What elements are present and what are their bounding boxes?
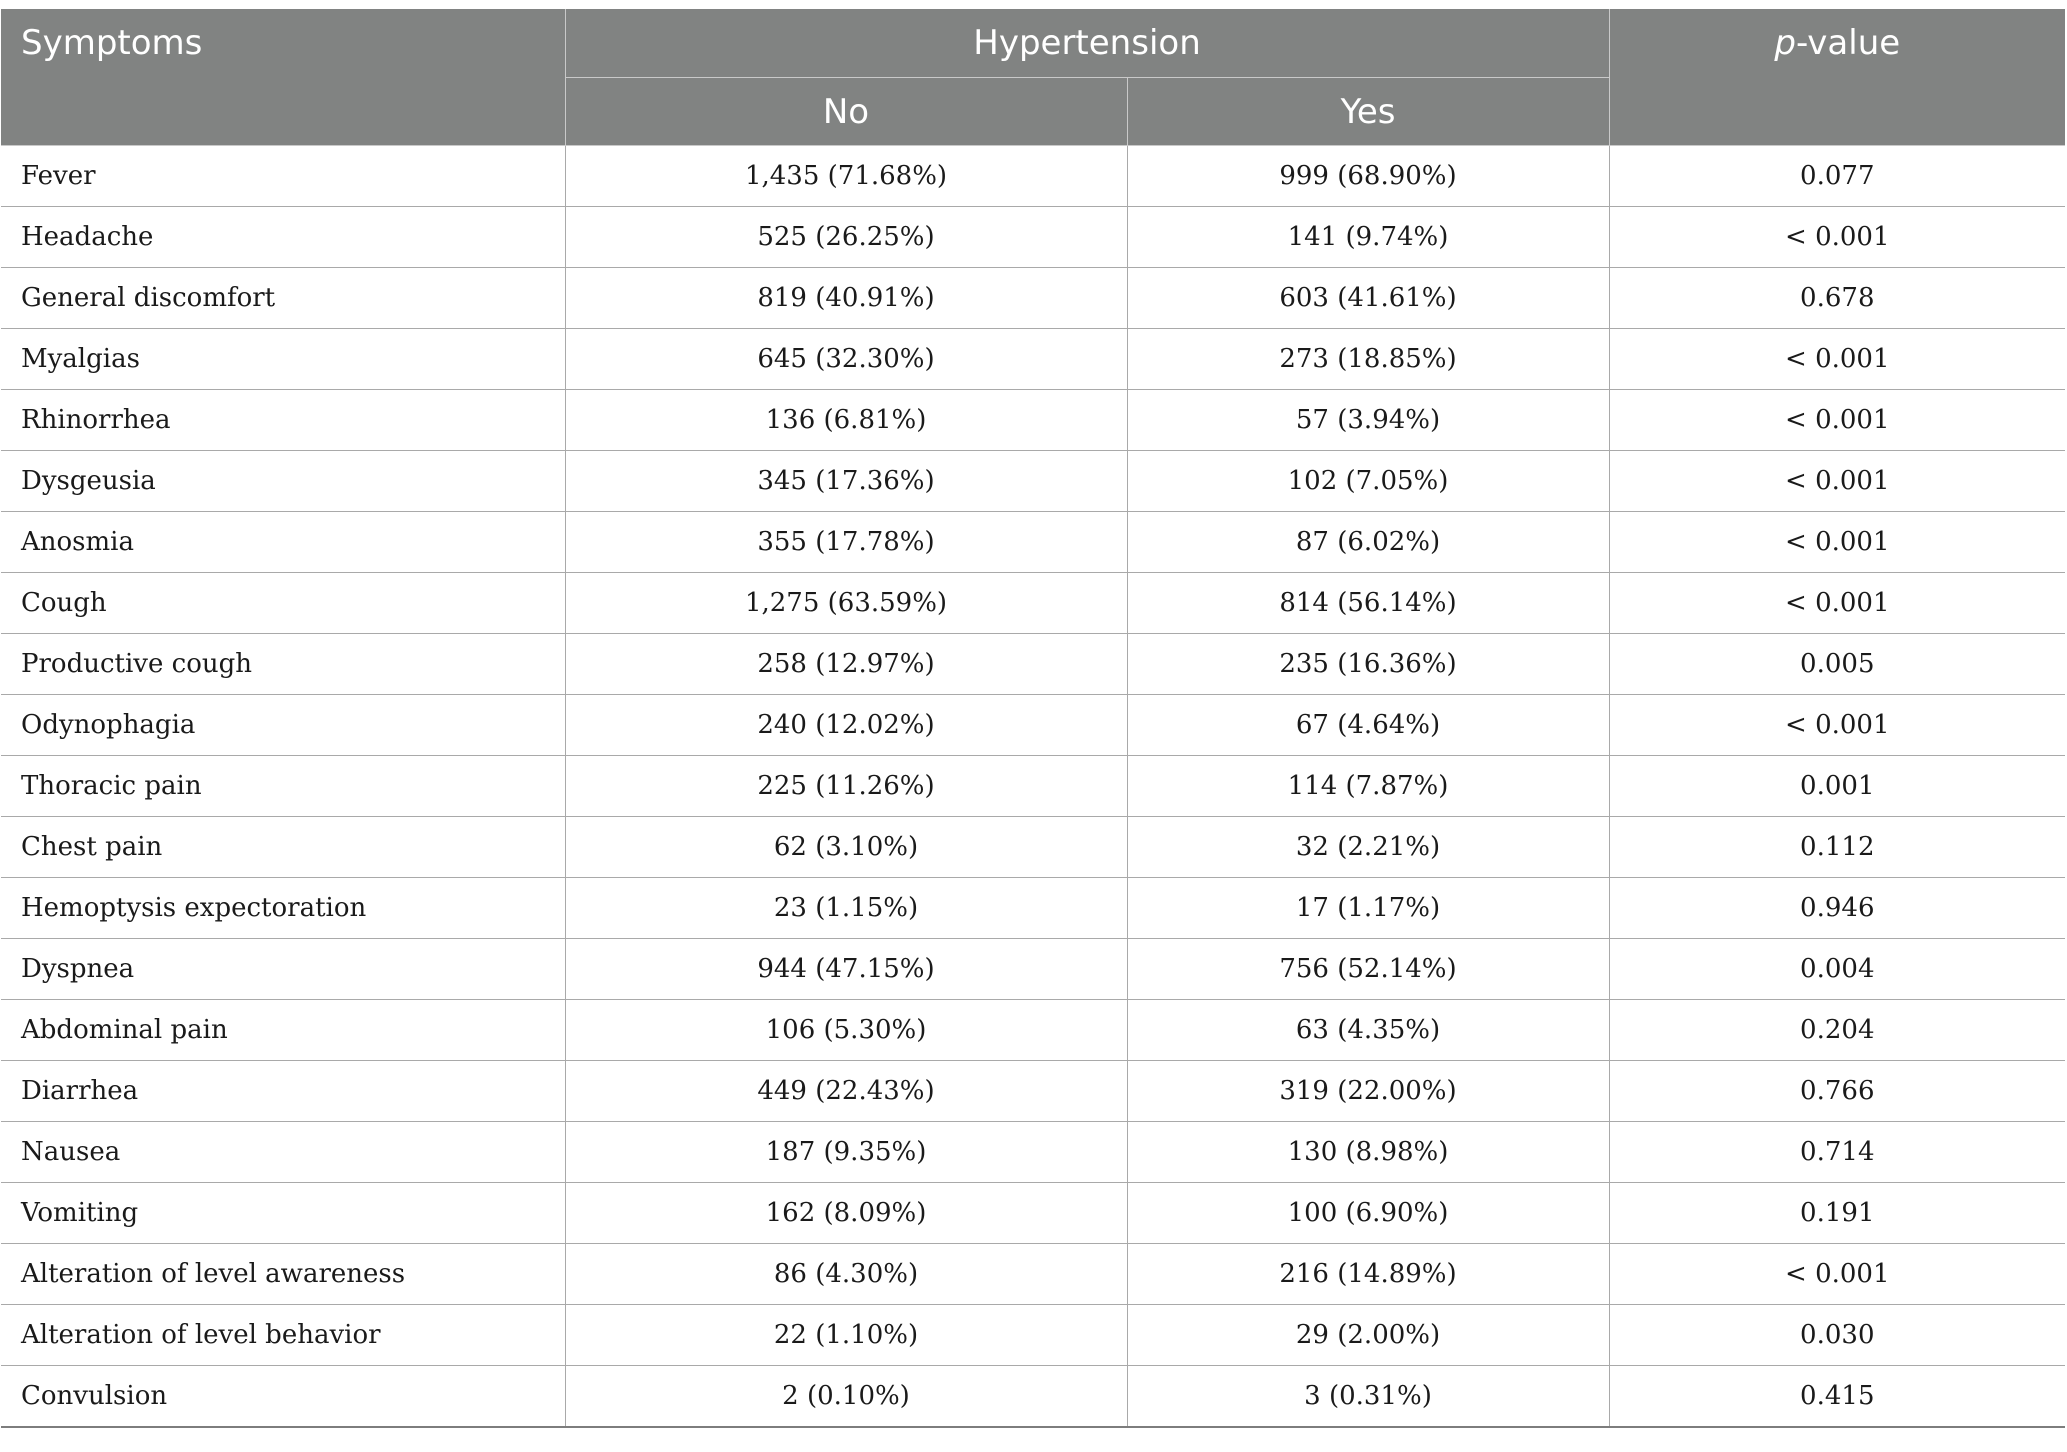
cell-no: 645 (32.30%) [565,329,1127,390]
cell-yes: 32 (2.21%) [1127,817,1609,878]
table-row [1,756,2065,817]
cell-p-value: < 0.001 [1609,451,2065,512]
cell-yes: 130 (8.98%) [1127,1122,1609,1183]
cell-p-value: 0.678 [1609,268,2065,329]
cell-symptom: Alteration of level behavior [1,1305,565,1366]
table-row [1,1305,2065,1366]
table-row [1,939,2065,1000]
table-row [1,207,2065,268]
cell-p-value: < 0.001 [1609,1244,2065,1305]
table-row [1,1183,2065,1244]
table-row [1,817,2065,878]
table-row [1,329,2065,390]
header-no: No [565,78,1127,146]
cell-p-value: < 0.001 [1609,512,2065,573]
cell-yes: 273 (18.85%) [1127,329,1609,390]
cell-no: 525 (26.25%) [565,207,1127,268]
cell-no: 62 (3.10%) [565,817,1127,878]
cell-yes: 3 (0.31%) [1127,1366,1609,1428]
cell-p-value: 0.077 [1609,146,2065,207]
header-symptoms: Symptoms [1,9,565,146]
table-row [1,512,2065,573]
cell-p-value: < 0.001 [1609,695,2065,756]
cell-yes: 87 (6.02%) [1127,512,1609,573]
cell-no: 819 (40.91%) [565,268,1127,329]
cell-p-value: 0.005 [1609,634,2065,695]
cell-symptom: Nausea [1,1122,565,1183]
cell-p-value: 0.204 [1609,1000,2065,1061]
cell-symptom: Thoracic pain [1,756,565,817]
table-row [1,390,2065,451]
cell-yes: 235 (16.36%) [1127,634,1609,695]
cell-yes: 814 (56.14%) [1127,573,1609,634]
cell-symptom: Productive cough [1,634,565,695]
cell-yes: 999 (68.90%) [1127,146,1609,207]
cell-p-value: 0.004 [1609,939,2065,1000]
cell-p-value: 0.766 [1609,1061,2065,1122]
cell-p-value: 0.030 [1609,1305,2065,1366]
cell-yes: 114 (7.87%) [1127,756,1609,817]
cell-yes: 17 (1.17%) [1127,878,1609,939]
cell-symptom: Diarrhea [1,1061,565,1122]
cell-no: 225 (11.26%) [565,756,1127,817]
cell-p-value: 0.191 [1609,1183,2065,1244]
cell-symptom: Anosmia [1,512,565,573]
cell-yes: 319 (22.00%) [1127,1061,1609,1122]
cell-symptom: Vomiting [1,1183,565,1244]
cell-p-value: < 0.001 [1609,390,2065,451]
cell-yes: 141 (9.74%) [1127,207,1609,268]
cell-yes: 756 (52.14%) [1127,939,1609,1000]
cell-no: 86 (4.30%) [565,1244,1127,1305]
cell-no: 2 (0.10%) [565,1366,1127,1428]
table-row [1,878,2065,939]
table-row [1,1366,2065,1428]
cell-yes: 29 (2.00%) [1127,1305,1609,1366]
table-body [1,146,2065,1428]
cell-no: 345 (17.36%) [565,451,1127,512]
cell-no: 22 (1.10%) [565,1305,1127,1366]
cell-symptom: Cough [1,573,565,634]
table-row [1,634,2065,695]
cell-symptom: Hemoptysis expectoration [1,878,565,939]
cell-yes: 216 (14.89%) [1127,1244,1609,1305]
cell-yes: 100 (6.90%) [1127,1183,1609,1244]
cell-symptom: Headache [1,207,565,268]
header-p-suffix: -value [1795,23,1901,63]
cell-p-value: 0.415 [1609,1366,2065,1428]
table-row [1,695,2065,756]
header-p-value [1609,9,2065,146]
table-row [1,1122,2065,1183]
cell-no: 106 (5.30%) [565,1000,1127,1061]
table-header [1,9,2065,146]
cell-symptom: Dyspnea [1,939,565,1000]
cell-no: 136 (6.81%) [565,390,1127,451]
table-row [1,1061,2065,1122]
cell-yes: 67 (4.64%) [1127,695,1609,756]
cell-symptom: Chest pain [1,817,565,878]
cell-symptom: Rhinorrhea [1,390,565,451]
cell-p-value: 0.112 [1609,817,2065,878]
cell-no: 240 (12.02%) [565,695,1127,756]
cell-yes: 57 (3.94%) [1127,390,1609,451]
cell-p-value: < 0.001 [1609,329,2065,390]
cell-p-value: 0.946 [1609,878,2065,939]
cell-symptom: Abdominal pain [1,1000,565,1061]
header-yes: Yes [1127,78,1609,146]
cell-no: 1,275 (63.59%) [565,573,1127,634]
cell-no: 944 (47.15%) [565,939,1127,1000]
cell-symptom: Convulsion [1,1366,565,1428]
cell-p-value: < 0.001 [1609,207,2065,268]
table-row [1,268,2065,329]
cell-yes: 102 (7.05%) [1127,451,1609,512]
cell-no: 355 (17.78%) [565,512,1127,573]
cell-no: 187 (9.35%) [565,1122,1127,1183]
cell-symptom: General discomfort [1,268,565,329]
symptoms-table [1,9,2065,1428]
cell-p-value: 0.714 [1609,1122,2065,1183]
cell-yes: 63 (4.35%) [1127,1000,1609,1061]
cell-no: 23 (1.15%) [565,878,1127,939]
cell-symptom: Dysgeusia [1,451,565,512]
cell-p-value: 0.001 [1609,756,2065,817]
header-p-italic: p [1774,23,1796,63]
cell-no: 258 (12.97%) [565,634,1127,695]
header-hypertension: Hypertension [565,9,1609,78]
cell-yes: 603 (41.61%) [1127,268,1609,329]
cell-no: 449 (22.43%) [565,1061,1127,1122]
table-row [1,146,2065,207]
cell-symptom: Alteration of level awareness [1,1244,565,1305]
table-row [1,451,2065,512]
cell-no: 1,435 (71.68%) [565,146,1127,207]
cell-p-value: < 0.001 [1609,573,2065,634]
table-row [1,573,2065,634]
cell-symptom: Myalgias [1,329,565,390]
cell-symptom: Fever [1,146,565,207]
table-row [1,1000,2065,1061]
table-row [1,1244,2065,1305]
cell-symptom: Odynophagia [1,695,565,756]
cell-no: 162 (8.09%) [565,1183,1127,1244]
